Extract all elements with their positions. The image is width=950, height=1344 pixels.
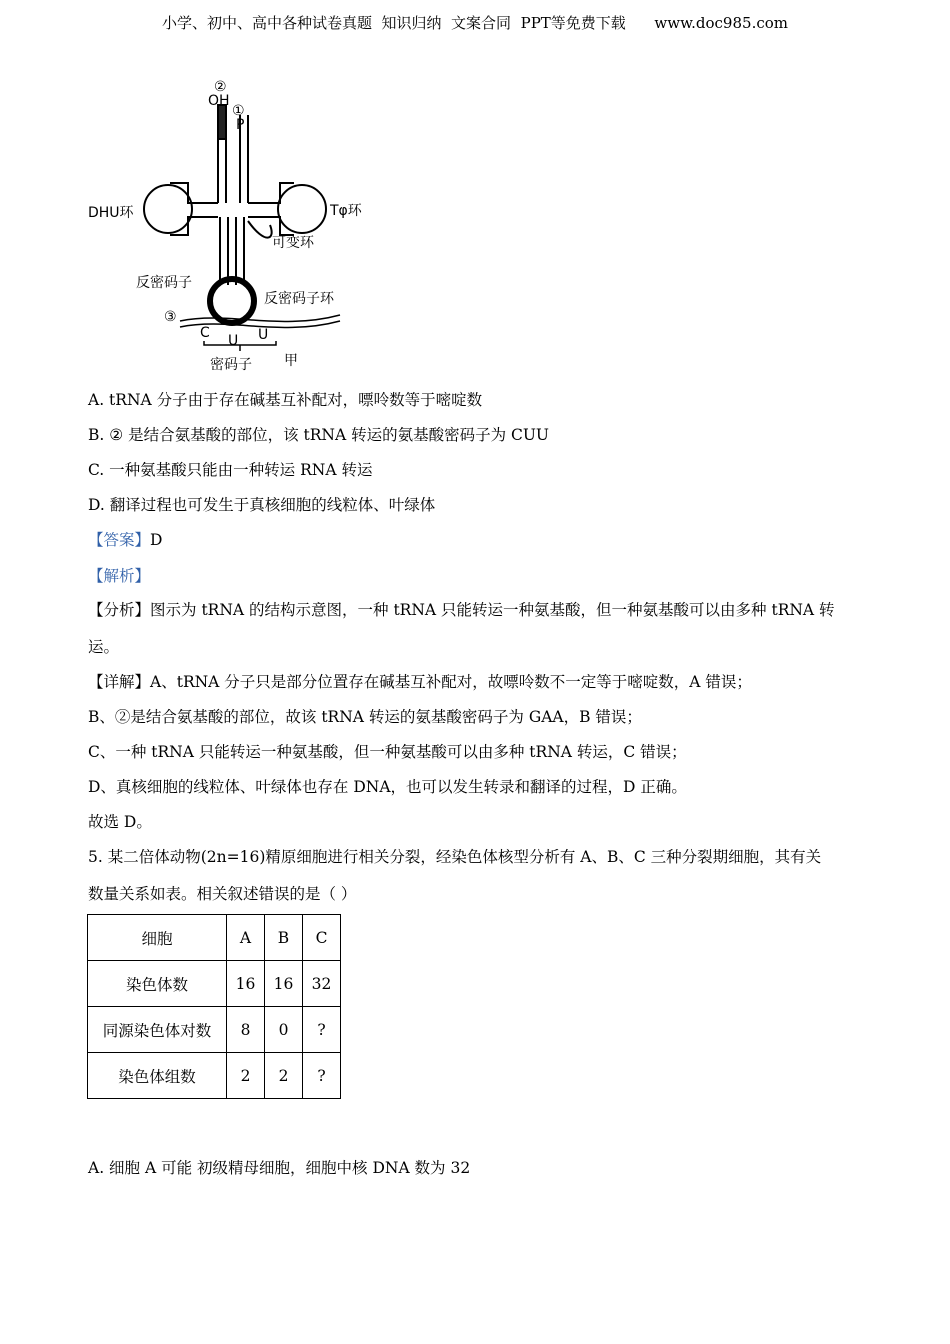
q4-option-c: C. 一种氨基酸只能由一种转运 RNA 转运 [88, 461, 373, 479]
analysis-tag: 【解析】 [88, 567, 151, 585]
trna-diagram [80, 75, 380, 375]
label-anticodon-loop: 反密码子环 [264, 291, 334, 307]
label-mark-1: ① [232, 103, 245, 119]
q4-detail-c: C、一种 tRNA 只能转运一种氨基酸，但一种氨基酸可以由多种 tRNA 转运，C 错误； [88, 743, 687, 761]
table-header-row [88, 915, 341, 961]
q5-option-a: A. 细胞 A 可能 初级精母细胞，细胞中核 DNA 数为 32 [88, 1159, 471, 1177]
fenxi-text-1: 图示为 tRNA 的结构示意图，一种 tRNA 只能转运一种氨基酸，但一种氨基酸可以由多种 tRNA 转 [150, 601, 835, 619]
table-cell: 2 [227, 1053, 265, 1099]
table-row [88, 1007, 341, 1053]
table-row [88, 961, 341, 1007]
table-cell: ? [303, 1007, 341, 1053]
label-codon: 密码子 [210, 357, 252, 373]
detail-a-text: A、tRNA 分子只是部分位置存在碱基互补配对，故嘌呤数不一定等于嘧啶数，A 错误； [150, 673, 752, 691]
page-header: 小学、初中、高中各种试卷真题 知识归纳 文案合同 PPT等免费下载 www.doc985.com [161, 14, 788, 32]
table-cell: 32 [303, 961, 341, 1007]
table-cell: 2 [265, 1053, 303, 1099]
q4-fenxi-line2: 运。 [88, 638, 120, 656]
acceptor-end-shaded [218, 105, 226, 139]
label-codon-u1: U [228, 333, 239, 349]
label-oh: OH [208, 93, 230, 109]
q4-fenxi-line1 [88, 600, 835, 620]
table-row [88, 1053, 341, 1099]
tpsi-loop [278, 185, 326, 233]
table-cell: 16 [227, 961, 265, 1007]
q4-option-d: D. 翻译过程也可发生于真核细胞的线粒体、叶绿体 [88, 496, 436, 514]
table-cell: 8 [227, 1007, 265, 1053]
anticodon-loop [210, 279, 254, 323]
q4-option-b: B. ② 是结合氨基酸的部位，该 tRNA 转运的氨基酸密码子为 CUU [88, 426, 549, 444]
q4-option-a: A. tRNA 分子由于存在碱基互补配对，嘌呤数等于嘧啶数 [88, 391, 483, 409]
q4-detail-a [88, 672, 752, 692]
q5-stem-line2: 数量关系如表。相关叙述错误的是（ ） [88, 885, 357, 903]
fenxi-tag: 【分析】 [88, 601, 151, 619]
q5-data-table [87, 914, 341, 1099]
q4-detail-b: B、②是结合氨基酸的部位，故该 tRNA 转运的氨基酸密码子为 GAA，B 错误； [88, 708, 642, 726]
dhu-loop [144, 185, 192, 233]
answer-tag: 【答案】 [88, 531, 151, 549]
table-header-cell: B [265, 915, 303, 961]
label-variable-loop: 可变环 [272, 235, 314, 251]
table-cell: 0 [265, 1007, 303, 1053]
table-header-cell: A [227, 915, 265, 961]
label-mark-3: ③ [164, 309, 177, 325]
q5-stem-line1: 5. 某二倍体动物(2n=16)精原细胞进行相关分裂，经染色体核型分析有 A、B、C 三种分裂期细胞，其有关 [88, 848, 822, 866]
table-cell: 染色体组数 [88, 1053, 227, 1099]
label-codon-u2: U [258, 327, 269, 343]
q4-answer [88, 530, 162, 550]
label-p: P [236, 117, 245, 133]
label-dhu-loop: DHU环 [88, 205, 134, 221]
label-anticodon: 反密码子 [136, 275, 192, 291]
table-cell: 同源染色体对数 [88, 1007, 227, 1053]
answer-value: D [150, 531, 163, 549]
detail-tag: 【详解】 [88, 673, 151, 691]
table-header-cell: C [303, 915, 341, 961]
table-cell: 16 [265, 961, 303, 1007]
label-jia: 甲 [284, 353, 298, 369]
label-tpsi-loop: Tφ环 [330, 203, 362, 219]
label-mark-2: ② [214, 79, 227, 95]
label-codon-c: C [200, 325, 210, 341]
q4-detail-d: D、真核细胞的线粒体、叶绿体也存在 DNA，也可以发生转录和翻译的过程，D 正确。 [88, 778, 687, 796]
table-cell: 染色体数 [88, 961, 227, 1007]
mrna-strand [180, 315, 340, 321]
table-cell: ? [303, 1053, 341, 1099]
table-header-cell: 细胞 [88, 915, 227, 961]
q4-conclusion: 故选 D。 [88, 813, 152, 831]
